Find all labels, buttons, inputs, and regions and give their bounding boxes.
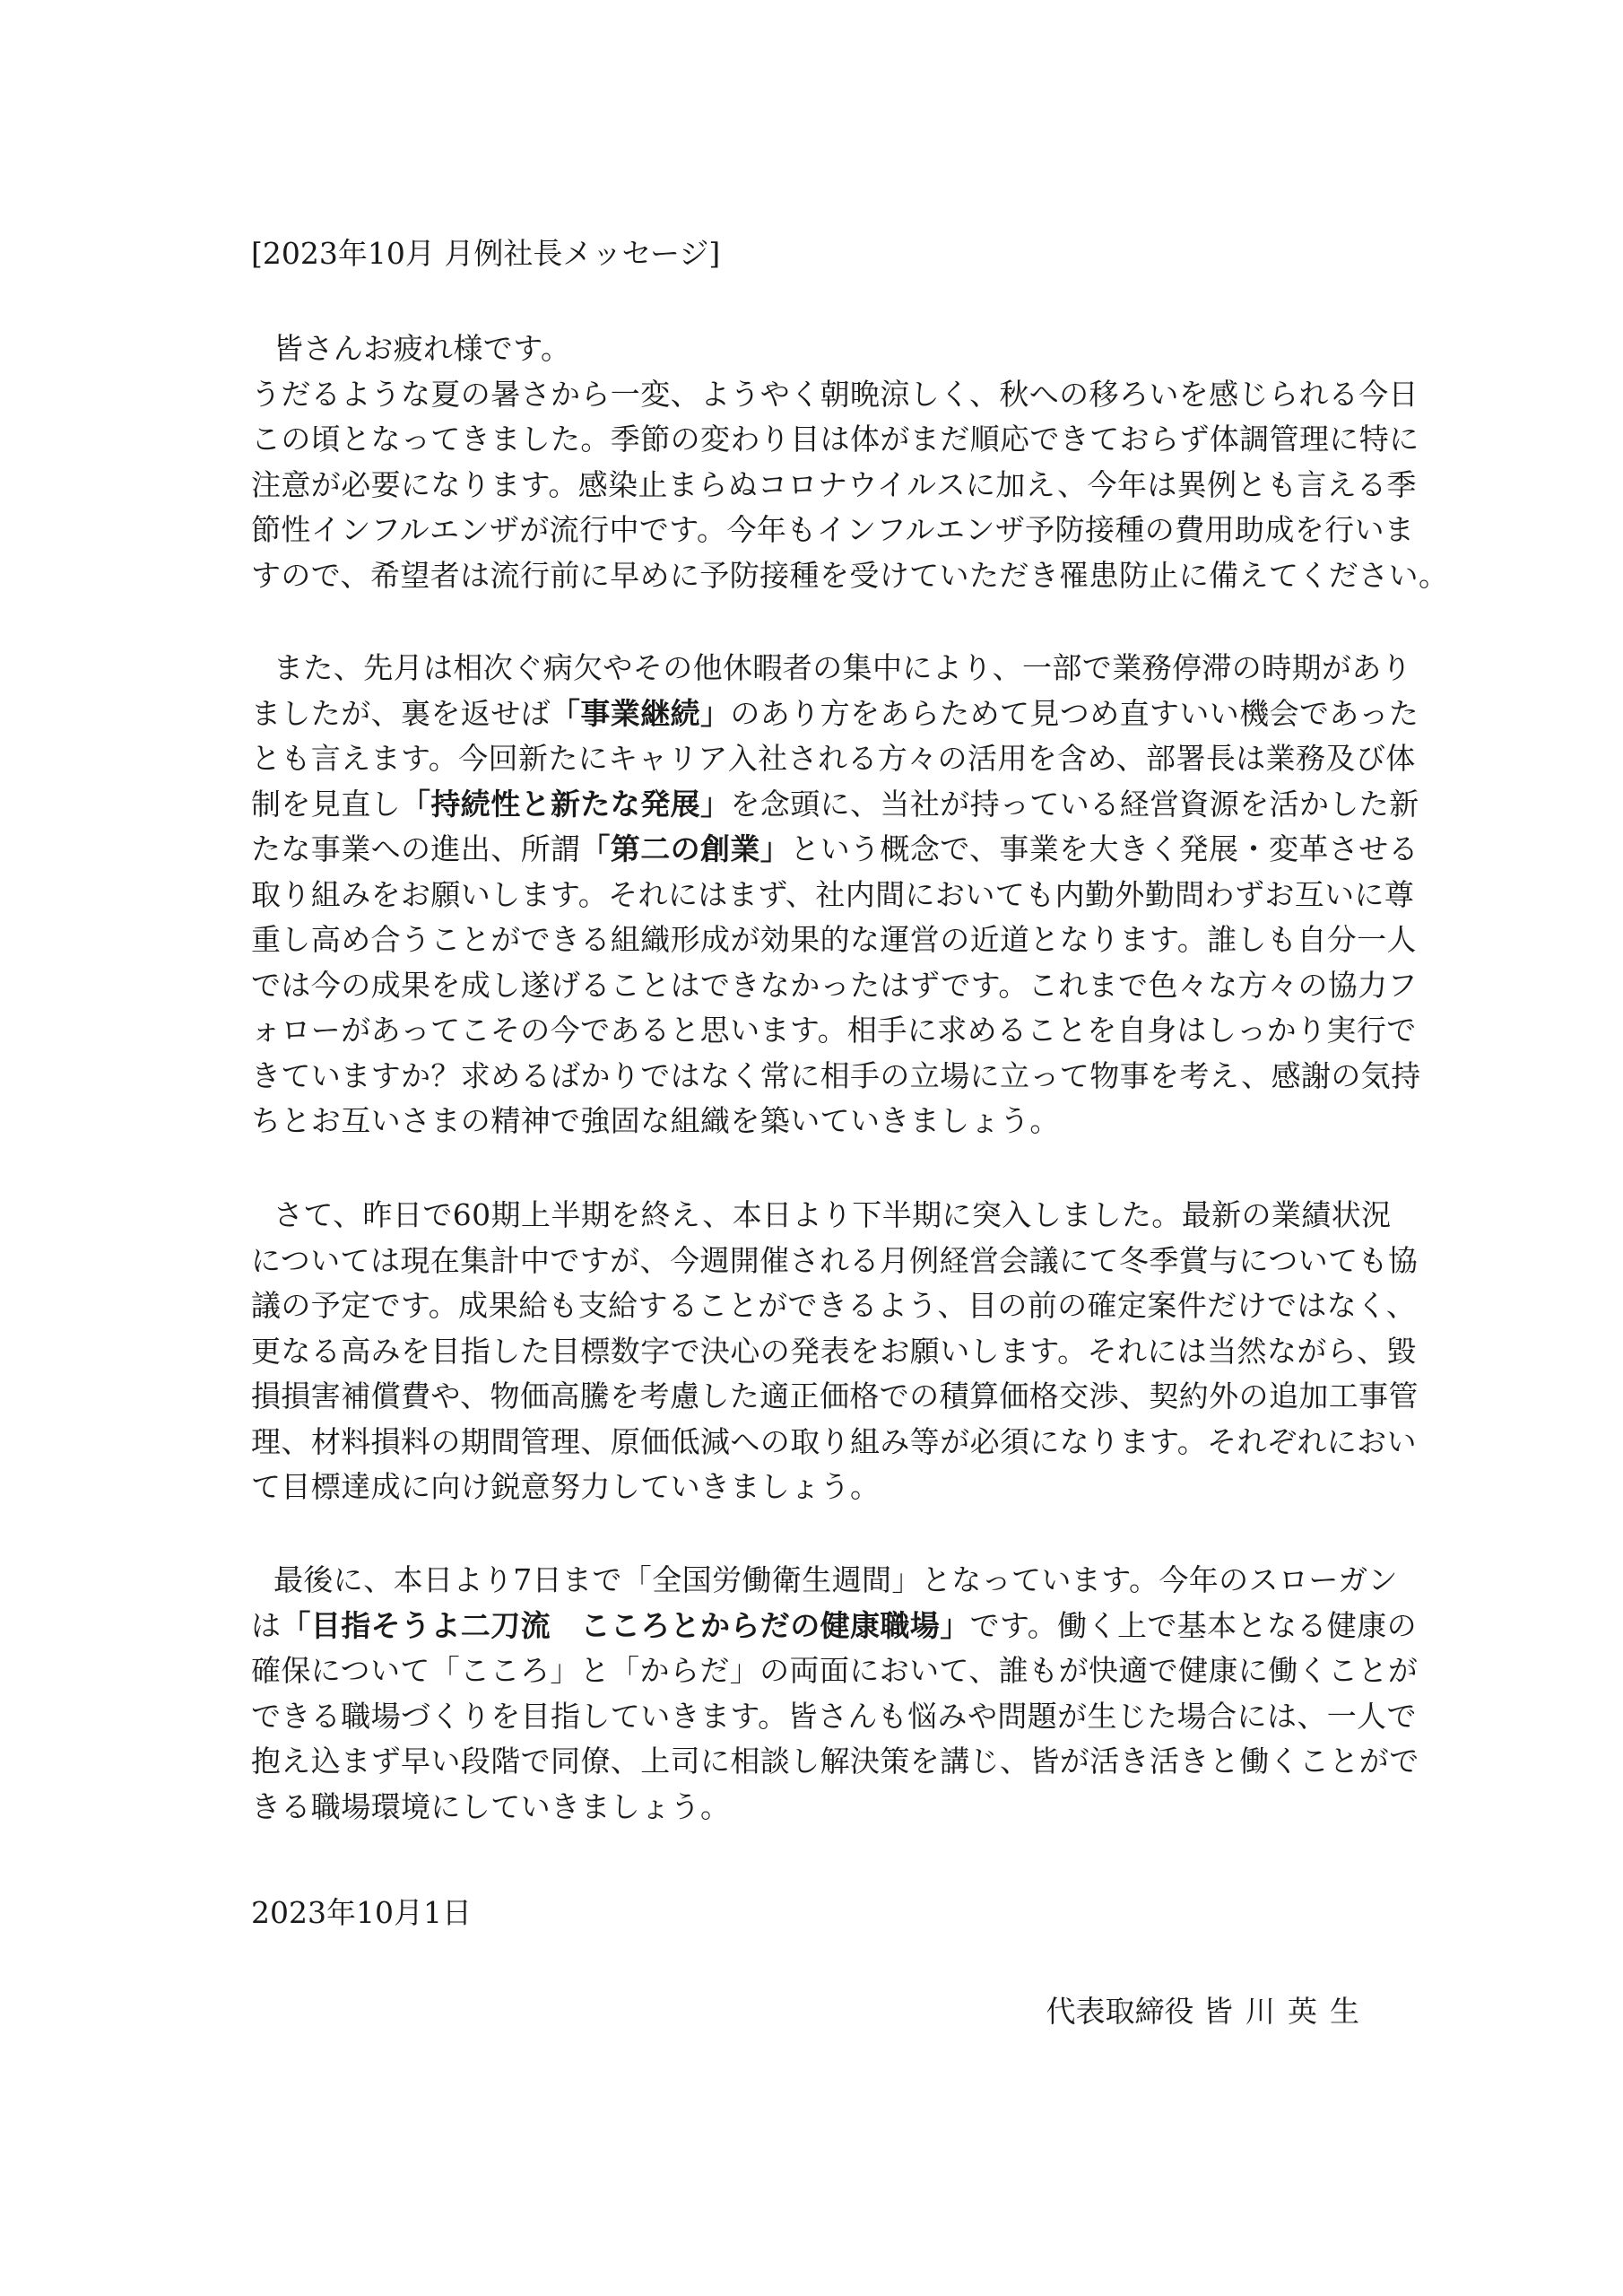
signature-role: 代表取締役 xyxy=(1046,1994,1194,2029)
signature-name: 皆川英生 xyxy=(1203,1994,1372,2029)
paragraph-line xyxy=(251,1420,1417,1465)
text-segment: では今の成果を成し遂げることはできなかったはずです。これまで色々な方々の協力フ xyxy=(251,967,1418,1003)
paragraph-line xyxy=(251,326,1381,372)
paragraph-line xyxy=(251,1785,1381,1831)
text-segment: 注意が必要になります。感染止まらぬコロナウイルスに加え、今年は異例とも言える季 xyxy=(251,466,1417,502)
text-segment: 損損害補償費や、物価高騰を考慮した適正価格での積算価格交渉、契約外の追加工事管 xyxy=(251,1378,1419,1413)
paragraph-line xyxy=(251,873,1415,918)
text-segment: 節性インフルエンザが流行中です。今年もインフルエンザ予防接種の費用助成を行いま xyxy=(251,512,1415,547)
paragraph-line xyxy=(251,1604,1417,1649)
text-segment: 議の予定です。成果給も支給することができるよう、目の前の確定案件だけではなく、 xyxy=(251,1288,1417,1323)
text-segment: とも言えます。今回新たにキャリア入社される方々の活用を含め、部署長は業務及び体 xyxy=(251,741,1416,776)
text-segment: すので、希望者は流行前に早めに予防接種を受けていただき罹患防止に備えてください。 xyxy=(251,557,1449,593)
paragraph-line xyxy=(251,1054,1421,1100)
paragraph-line xyxy=(251,782,1419,828)
text-segment: 制を見直し xyxy=(251,786,401,822)
text-segment: きる職場環境にしていきましょう。 xyxy=(251,1788,731,1824)
text-segment: ましたが、裏を返せば xyxy=(251,695,551,731)
text-segment: 皆さんお疲れ様です。 xyxy=(273,331,571,366)
emphasized-phrase: 「持続性と新たな発展」 xyxy=(401,786,731,822)
text-segment: きていますか？求めるばかりではなく常に相手の立場に立って物事を考え、感謝の気持 xyxy=(251,1057,1421,1093)
text-segment: 重し高め合うことができる組織形成が効果的な運営の近道となります。誰しも自分一人 xyxy=(251,922,1417,957)
paragraph-business-results xyxy=(251,1193,1419,1510)
paragraph-greeting xyxy=(251,326,1449,598)
text-segment: については現在集計中ですが、今週開催される月例経営会議にて冬季賞与についても協 xyxy=(251,1242,1419,1278)
text-segment: また、先月は相次ぐ病欠やその他休暇者の集中により、一部で業務停滞の時期があり xyxy=(273,650,1412,685)
paragraph-line xyxy=(251,1283,1417,1329)
document-title: [2023年10月 月例社長メッセージ] xyxy=(251,236,721,271)
text-segment: うだるような夏の暑さから一変、ようやく朝晩涼しく、秋への移ろいを感じられる今日 xyxy=(251,376,1419,412)
text-segment: です。働く上で基本となる健康の xyxy=(969,1607,1417,1643)
text-segment: たな事業への進出、所謂 xyxy=(251,831,581,866)
text-segment: ちとお互いさまの精神で強固な組織を築いていきましょう。 xyxy=(251,1103,1060,1138)
paragraph-line xyxy=(251,1648,1419,1694)
paragraph-line xyxy=(251,417,1419,463)
paragraph-line xyxy=(251,691,1419,737)
emphasized-phrase: 「第二の創業」 xyxy=(580,831,791,866)
paragraph-line xyxy=(251,736,1416,782)
paragraph-line xyxy=(251,1465,1381,1510)
text-segment: 最後に、本日より7日まで「全国労働衛生週間」となっています。今年のスローガン xyxy=(273,1562,1398,1597)
text-segment: ォローがあってこその今であると思います。相手に求めることを自身はしっかり実行で xyxy=(251,1013,1417,1048)
emphasized-phrase: 「目指そうよ二刀流 こころとからだの健康職場」 xyxy=(281,1607,970,1643)
paragraph-line xyxy=(251,508,1415,553)
text-segment: 更なる高みを目指した目標数字で決心の発表をお願いします。それには当然ながら、毀 xyxy=(251,1333,1417,1369)
paragraph-line xyxy=(251,1558,1398,1604)
paragraph-line xyxy=(251,553,1449,599)
text-segment: 確保について「こころ」と「からだ」の両面において、誰もが快適で健康に働くことが xyxy=(251,1653,1419,1688)
text-segment: 抱え込まず早い段階で同僚、上司に相談し解決策を講じ、皆が活き活きと働くことがで xyxy=(251,1744,1419,1779)
paragraph-line xyxy=(251,646,1412,691)
text-segment: は xyxy=(251,1607,282,1643)
paragraph-line xyxy=(251,918,1417,963)
paragraph-line xyxy=(251,1694,1417,1740)
text-segment: さて、昨日で60期上半期を終え、本日より下半期に突入しました。最新の業績状況 xyxy=(273,1197,1392,1232)
text-segment: 取り組みをお願いします。それにはまず、社内間においても内勤外勤問わずお互いに尊 xyxy=(251,876,1415,912)
paragraph-business-continuity xyxy=(251,646,1421,1144)
text-segment: のあり方をあらためて見つめ直すいい機会であった xyxy=(730,695,1419,731)
signature xyxy=(1046,1989,1373,2034)
text-segment: て目標達成に向け鋭意努力していきましょう。 xyxy=(251,1469,881,1504)
paragraph-line xyxy=(251,827,1419,873)
text-segment: 理、材料損料の期間管理、原価低減への取り組み等が必須になります。それぞれにおい xyxy=(251,1423,1417,1459)
paragraph-line xyxy=(251,1099,1381,1144)
paragraph-line xyxy=(251,1008,1417,1054)
document-date: 2023年10月1日 xyxy=(251,1895,472,1930)
paragraph-line xyxy=(251,1193,1392,1239)
paragraph-line xyxy=(251,963,1418,1009)
paragraph-line xyxy=(251,1374,1419,1420)
text-segment: この頃となってきました。季節の変わり目は体がまだ順応できておらず体調管理に特に xyxy=(251,422,1419,457)
paragraph-line xyxy=(251,1239,1419,1284)
paragraph-line xyxy=(251,1739,1419,1785)
text-segment: という概念で、事業を大きく発展・変革させる xyxy=(790,831,1419,866)
paragraph-line xyxy=(251,372,1419,418)
paragraph-line xyxy=(251,1329,1417,1375)
emphasized-phrase: 「事業継続」 xyxy=(551,695,731,731)
text-segment: できる職場づくりを目指していきます。皆さんも悩みや問題が生じた場合には、一人で xyxy=(251,1698,1417,1734)
text-segment: を念頭に、当社が持っている経営資源を活かした新 xyxy=(730,786,1419,822)
paragraph-safety-week xyxy=(251,1558,1419,1830)
paragraph-line xyxy=(251,463,1417,509)
